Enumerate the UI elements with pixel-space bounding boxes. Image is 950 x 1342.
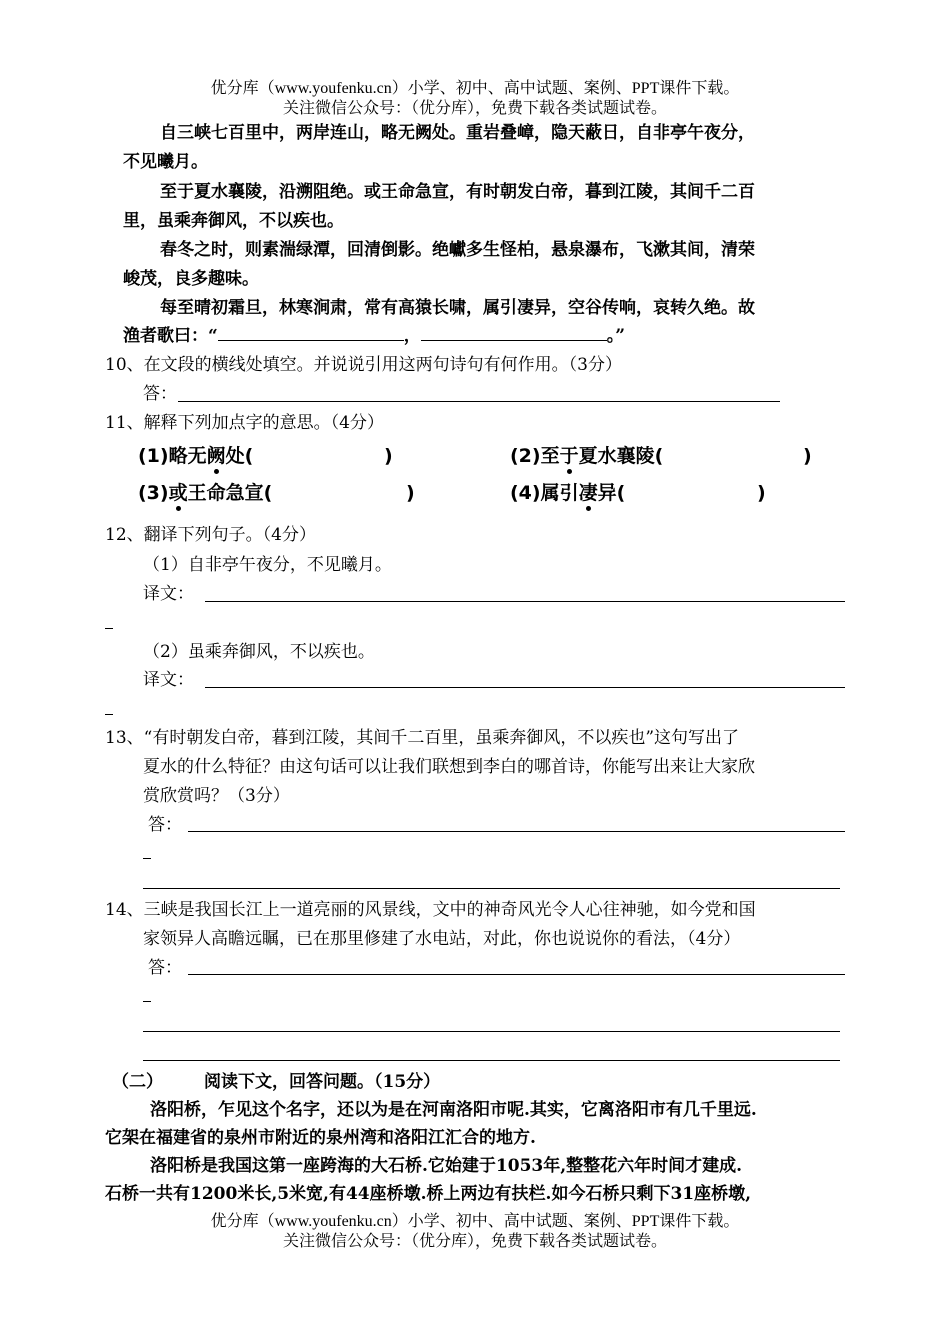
question-13-line-2: 夏水的什么特征？由这句话可以让我们联想到李白的哪首诗，你能写出来让大家欣 bbox=[143, 757, 755, 777]
q11-item-3-close: ) bbox=[406, 482, 415, 504]
passage2-line: 它架在福建省的泉州市附近的泉州湾和洛阳江汇合的地方. bbox=[105, 1128, 536, 1148]
passage-line: 峻茂，良多趣味。 bbox=[123, 269, 259, 289]
translation-line[interactable] bbox=[205, 687, 845, 688]
passage2-line: 石桥一共有1200米长,5米宽,有44座桥墩.桥上两边有扶栏.如今石桥只剩下31座桥墩, bbox=[105, 1184, 752, 1204]
emphasis-dot bbox=[214, 469, 219, 474]
footer-line-1: 优分库（www.youfenku.cn）小学、初中、高中试题、案例、PPT课件下载。 bbox=[210, 1213, 740, 1230]
quote-close-text: 。” bbox=[606, 326, 626, 346]
passage2-line: 洛阳桥是我国这第一座跨海的大石桥.它始建于1053年,整整花六年时间才建成. bbox=[150, 1156, 743, 1176]
question-13-line-3: 赏欣赏吗？（3分） bbox=[143, 786, 290, 806]
answer-line[interactable] bbox=[188, 831, 845, 832]
answer-line[interactable] bbox=[188, 974, 845, 975]
poem-blank-2[interactable] bbox=[421, 324, 607, 341]
quote-open-text: 渔者歌曰：“ bbox=[123, 326, 218, 346]
passage-line: 自三峡七百里中，两岸连山，略无阙处。重岩叠嶂，隐天蔽日，自非亭午夜分， bbox=[160, 123, 755, 143]
answer-line[interactable] bbox=[143, 1031, 840, 1032]
q11-item-3: (3)或 王命急宣( bbox=[138, 481, 272, 505]
section-number: （二） bbox=[112, 1072, 163, 1092]
dash-mark bbox=[105, 714, 113, 715]
q11-item-1: (1)略无阙 处( bbox=[138, 444, 253, 468]
q11-item-2-close: ) bbox=[803, 445, 812, 467]
passage2-line: 洛阳桥，乍见这个名字，还以为是在河南洛阳市呢.其实，它离洛阳市有几千里远. bbox=[150, 1100, 757, 1120]
passage-line-with-blanks bbox=[123, 324, 625, 348]
question-11: 11、解释下列加点字的意思。（4分） bbox=[105, 413, 384, 433]
q12-sentence-2: （2）虽乘奔御风，不以疾也。 bbox=[143, 642, 375, 662]
dash-mark bbox=[143, 858, 151, 859]
answer-line[interactable] bbox=[178, 401, 780, 402]
q11-item-1-close: ) bbox=[384, 445, 393, 467]
question-14-line-2: 家领异人高瞻远瞩，已在那里修建了水电站，对此，你也说说你的看法，（4分） bbox=[143, 929, 741, 949]
emphasis-dot bbox=[586, 506, 591, 511]
translation-label: 译文： bbox=[143, 584, 194, 604]
passage-line: 每至晴初霜旦，林寒涧肃，常有高猿长啸，属引凄异，空谷传响，哀转久绝。故 bbox=[160, 298, 755, 318]
passage-line: 春冬之时，则素湍绿潭，回清倒影。绝巘多生怪柏，悬泉瀑布，飞漱其间，清荣 bbox=[160, 240, 755, 260]
header-line-2: 关注微信公众号：（优分库），免费下载各类试题试卷。 bbox=[282, 100, 667, 117]
passage-line: 里，虽乘奔御风，不以疾也。 bbox=[123, 211, 344, 231]
dash-mark bbox=[105, 628, 113, 629]
answer-label: 答： bbox=[148, 958, 182, 978]
question-12: 12、翻译下列句子。（4分） bbox=[105, 525, 316, 545]
emphasis-dot bbox=[567, 469, 572, 474]
question-10: 10、在文段的横线处填空。并说说引用这两句诗句有何作用。（3分） bbox=[105, 355, 622, 375]
answer-line[interactable] bbox=[143, 888, 840, 889]
poem-blank-1[interactable] bbox=[218, 324, 404, 341]
question-14-line-1: 14、三峡是我国长江上一道亮丽的风景线，文中的神奇风光令人心往神驰，如今党和国 bbox=[105, 900, 756, 920]
translation-line[interactable] bbox=[205, 601, 845, 602]
q11-item-4-close: ) bbox=[757, 482, 766, 504]
q12-sentence-1: （1）自非亭午夜分，不见曦月。 bbox=[143, 555, 392, 575]
passage-line: 不见曦月。 bbox=[123, 152, 208, 172]
q11-item-2: (2)至于 夏水襄陵( bbox=[510, 444, 663, 468]
passage-line: 至于夏水襄陵，沿溯阻绝。或王命急宣，有时朝发白帝，暮到江陵，其间千二百 bbox=[160, 182, 755, 202]
comma-text: ， bbox=[403, 326, 421, 346]
question-13-line-1: 13、“有时朝发白帝，暮到江陵，其间千二百里，虽乘奔御风，不以疾也”这句写出了 bbox=[105, 728, 740, 748]
section-title: 阅读下文，回答问题。（15分） bbox=[204, 1072, 441, 1092]
answer-label: 答： bbox=[143, 384, 177, 404]
footer-line-2: 关注微信公众号：（优分库），免费下载各类试题试卷。 bbox=[282, 1233, 667, 1250]
translation-label: 译文： bbox=[143, 670, 194, 690]
emphasis-dot bbox=[176, 506, 181, 511]
answer-line[interactable] bbox=[143, 1060, 840, 1061]
dash-mark bbox=[143, 1001, 151, 1002]
q11-item-4: (4)属引凄 异( bbox=[510, 481, 625, 505]
answer-label: 答： bbox=[148, 815, 182, 835]
header-line-1: 优分库（www.youfenku.cn）小学、初中、高中试题、案例、PPT课件下载。 bbox=[210, 80, 740, 97]
